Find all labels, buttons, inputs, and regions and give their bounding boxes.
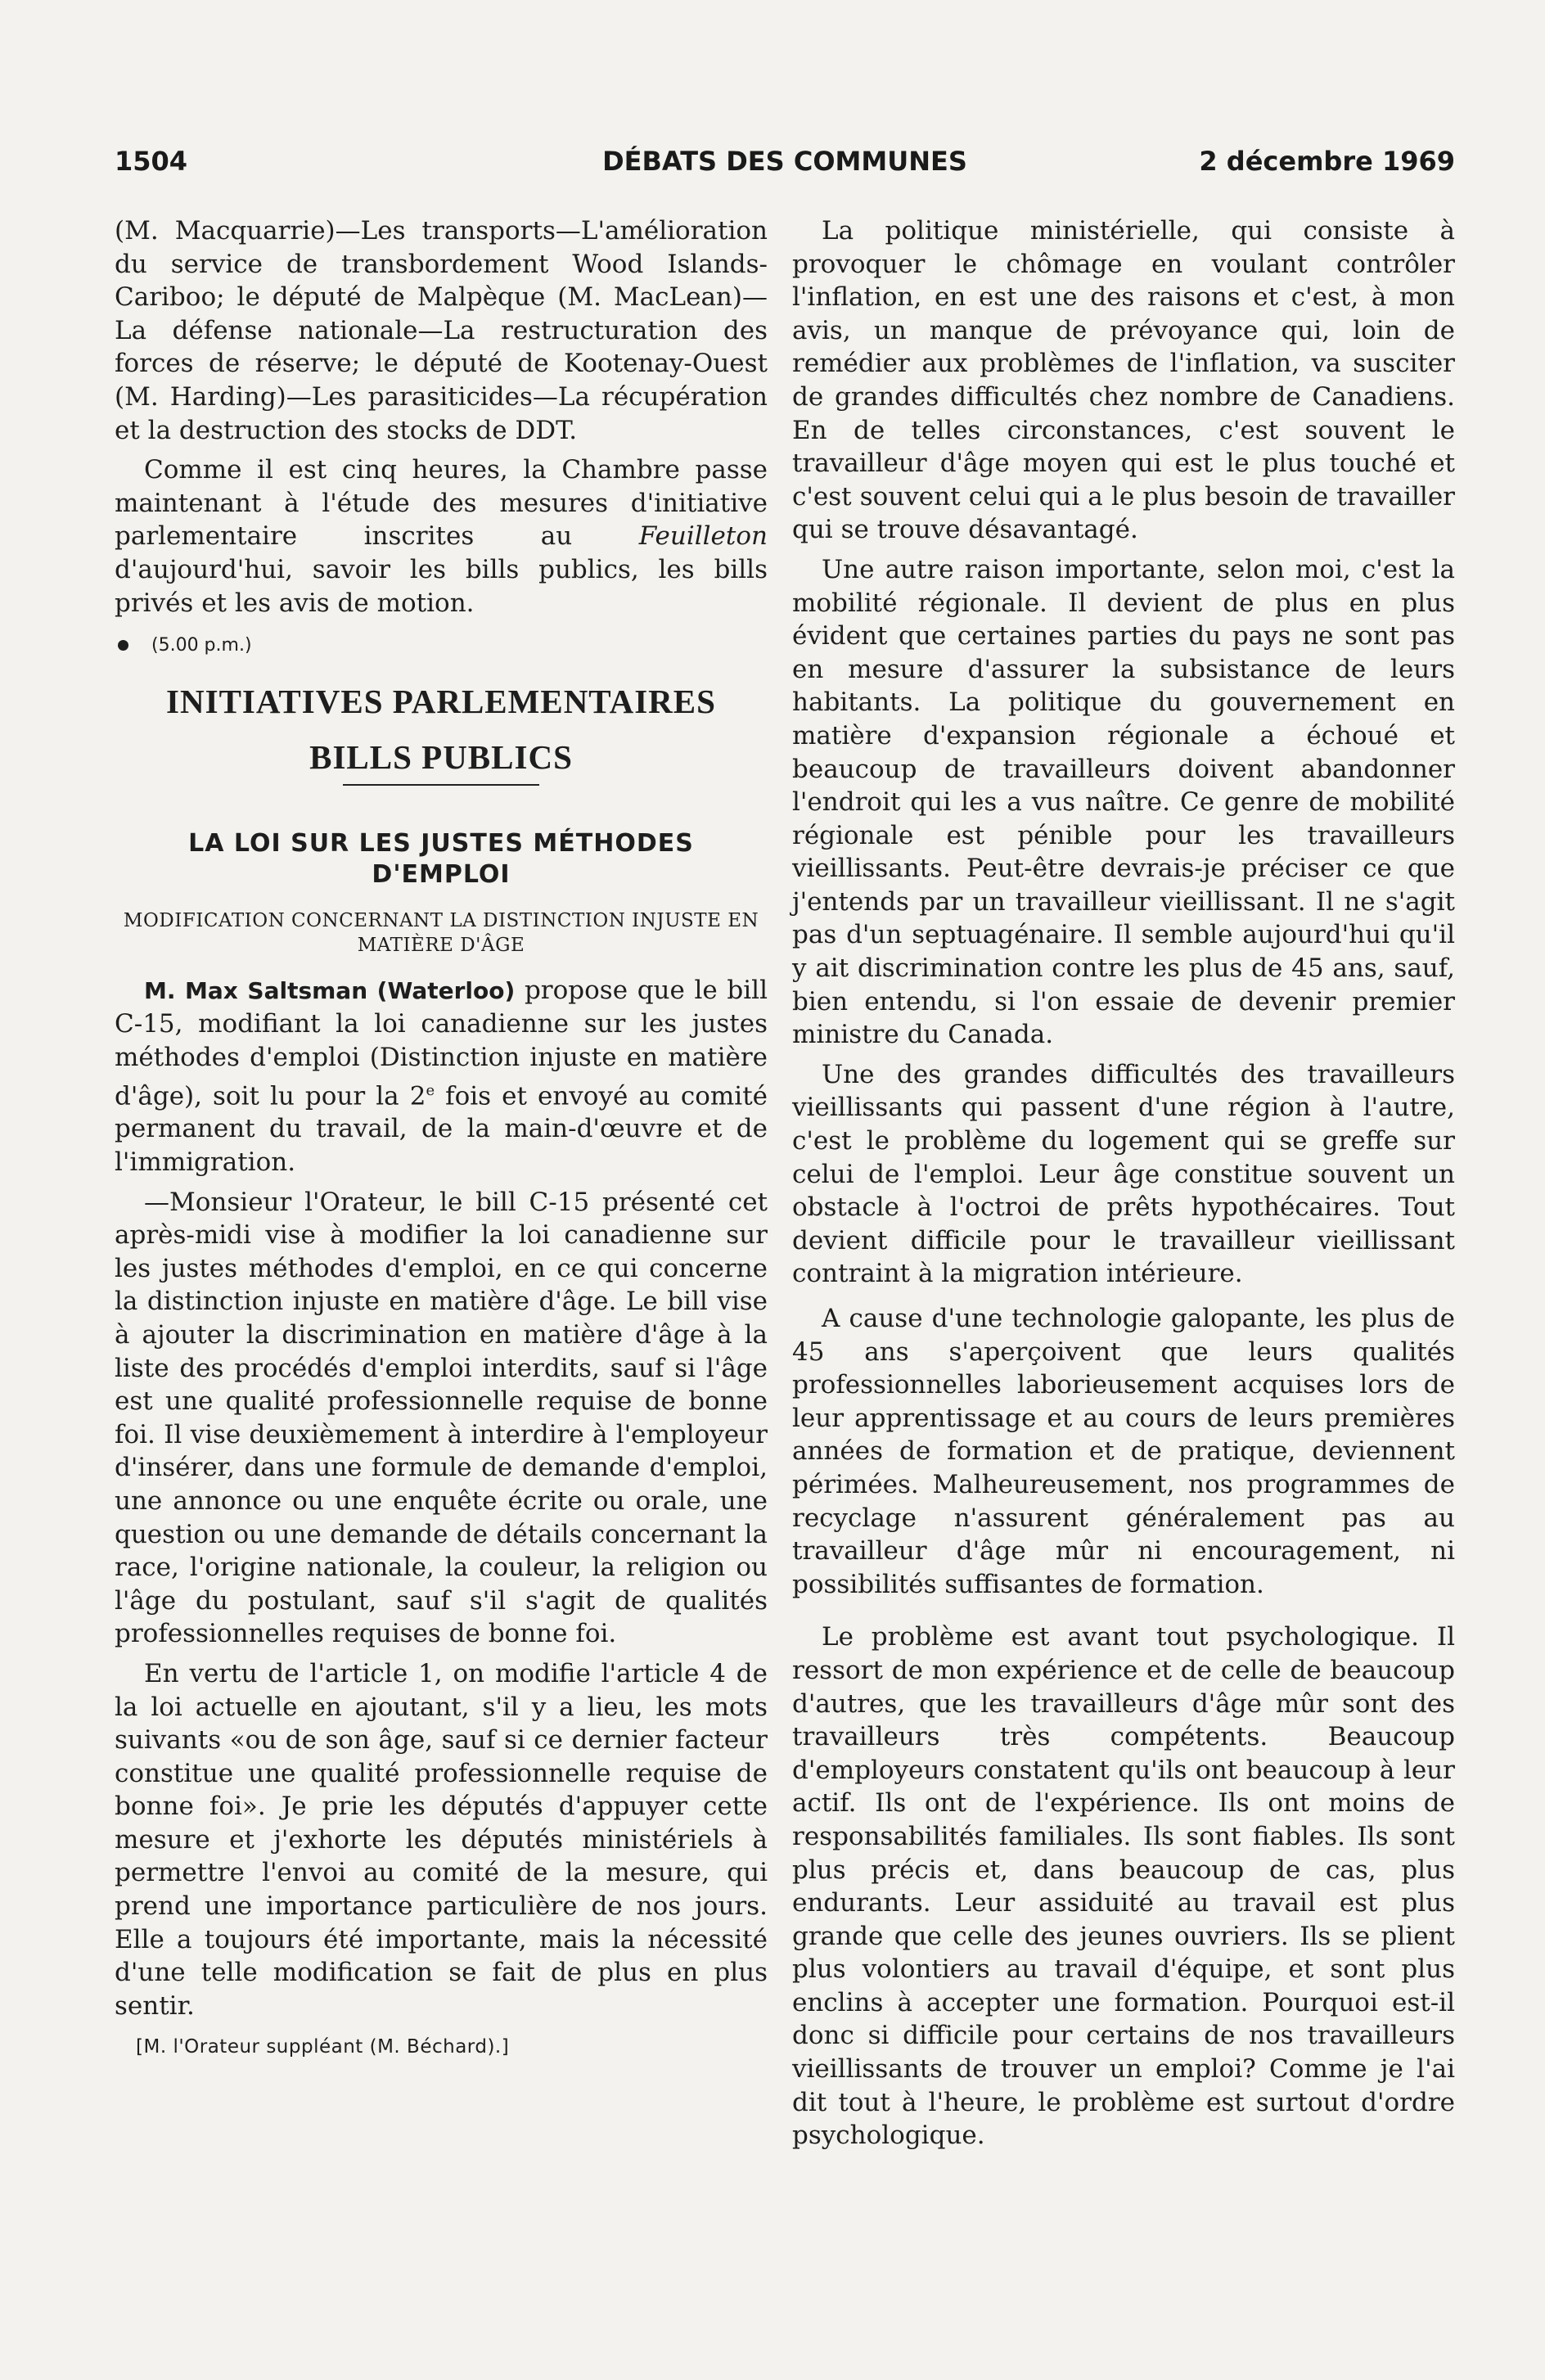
- bill-heading: LA LOI SUR LES JUSTES MÉTHODES D'EMPLOI: [188, 828, 694, 889]
- paragraph: —Monsieur l'Orateur, le bill C-15 présenté cet après-midi vise à modifier la loi canadienne sur les justes méthodes d'emploi, en ce qui concerne la distinction injuste en matière d'âge. Le bill vise à ajouter la discrimination en matière d'âge à la liste des procédés d'emploi interdits, sauf si l'âge est une qualité professionnelle requise de bonne foi. Il vise deuxièmement à interdire à l'employeur d'insérer, dans une formule de demande d'emploi, une annonce ou une enquête écrite ou orale, une question ou une demande de détails concernant la race, l'origine nationale, la couleur, la religion ou l'âge du postulant, sauf s'il s'agit de qualités professionnelles requises de bonne foi.: [115, 1187, 768, 1649]
- paragraph: La politique ministérielle, qui consiste à provoquer le chômage en voulant contrôler l'inflation, en est une des raisons et c'est, à mon avis, un manque de prévoyance qui, loin de remédier aux problèmes de l'inflation, va susciter de grandes difficultés chez nombre de Canadiens. En de telles circonstances, c'est souvent le travailleur d'âge moyen qui est le plus touché et c'est souvent celui qui a le plus besoin de travailler qui se trouve désavantagé.: [792, 216, 1455, 545]
- paragraph: Le problème est avant tout psychologique. Il ressort de mon expérience et de celle de beaucoup d'autres, que les travailleurs d'âge mûr sont des travailleurs très compétents. Beaucoup d'employeurs constatent qu'ils ont beaucoup à leur actif. Ils ont de l'expérience. Ils ont moins de responsabilités familiales. Ils sont fiables. Ils sont plus précis et, dans beaucoup de cas, plus endurants. Leur assiduité au travail est plus grande que celle des jeunes ouvriers. Ils se plient plus volontiers au travail d'équipe, et sont plus enclins à accepter une formation. Pourquoi est-il donc si difficile pour certains de nos travailleurs vieillissants de trouver un emploi? Comme je l'ai dit tout à l'heure, le problème est surtout d'ordre psychologique.: [792, 1622, 1455, 2151]
- paragraph-text: fois et envoyé au comité permanent du travail, de la main-d'œuvre et de l'immigration.: [115, 1080, 768, 1178]
- paragraph: (M. Macquarrie)—Les transports—L'amélioration du service de transbordement Wood Islands-Cariboo; le député de Malpèque (M. MacLean)—La défense nationale—La restructuration des forces de réserve; le député de Kootenay-Ouest (M. Harding)—Les parasiticides—La récupération et la destruction des stocks de DDT.: [115, 216, 768, 445]
- bullet-icon: [118, 640, 128, 651]
- speaker-name: M. Max Saltsman (Waterloo): [144, 976, 516, 1004]
- italic-term: Feuilleton: [638, 521, 768, 552]
- heading-rule: [343, 784, 539, 786]
- subsection-heading: BILLS PUBLICS: [309, 737, 573, 776]
- paragraph: Une autre raison importante, selon moi, c'est la mobilité régionale. Il devient de plus en plus évident que certaines parties du pays ne sont pas en mesure d'assurer la subsistance de leurs habitants. La politique du gouvernement en matière d'expansion régionale a échoué et beaucoup de travailleurs doivent abandonner l'endroit qui les a vus naître. Ce genre de mobilité régionale est pénible pour les travailleurs vieillissants. Peut-être devrais-je préciser ce que j'entends par un travailleur vieillissant. Il ne s'agit pas d'un septuagénaire. Il semble aujourd'hui qu'il y ait discrimination contre les plus de 45 ans, sauf, bien entendu, si l'on essaie de devenir premier ministre du Canada.: [792, 554, 1455, 1050]
- paragraph-text: d'aujourd'hui, savoir les bills publics, les bills privés et les avis de motion.: [115, 554, 768, 618]
- bill-subheading: MODIFICATION CONCERNANT LA DISTINCTION INJUSTE EN MATIÈRE D'ÂGE: [123, 909, 759, 956]
- page-date: 2 décembre 1969: [1199, 146, 1455, 177]
- superscript: e: [426, 1081, 435, 1099]
- time-stamp: [115, 629, 768, 663]
- paragraph: En vertu de l'article 1, on modifie l'article 4 de la loi actuelle en ajoutant, s'il y a lieu, les mots suivants «ou de son âge, sauf si ce dernier facteur constitue une qualité professionnelle requise de bonne foi». Je prie les députés d'appuyer cette mesure et j'exhorte les députés ministériels à permettre l'envoi au comité de la mesure, qui prend une importance particulière de nos jours. Elle a toujours été importante, mais la nécessité d'une telle modification se fait de plus en plus sentir.: [115, 1658, 768, 2021]
- paragraph-text: Comme il est cinq heures, la Chambre passe maintenant à l'étude des mesures d'initiative parlementaire inscrites au: [115, 455, 768, 552]
- paragraph-text: propose que le bill C-15, modifiant la loi canadienne sur les justes méthodes d'emploi (Distinction injuste en matière d'âge), soit lu pour la 2: [115, 975, 768, 1111]
- right-column: [792, 214, 1455, 2152]
- page-number: 1504: [115, 146, 188, 177]
- paragraph: [115, 453, 768, 620]
- page-header: [115, 146, 1455, 187]
- paragraph: A cause d'une technologie galopante, les plus de 45 ans s'aperçoivent que leurs qualités professionnelles laborieusement acquises lors de leur apprentissage et au cours de leurs premières années de formation et de pratique, deviennent périmées. Malheureusement, nos programmes de recyclage n'assurent généralement pas au travailleur d'âge mûr ni encouragement, ni possibilités suffisantes de formation.: [792, 1304, 1455, 1599]
- section-heading: INITIATIVES PARLEMENTAIRES: [166, 682, 716, 720]
- chair-note: [M. l'Orateur suppléant (M. Béchard).]: [136, 2036, 510, 2058]
- left-column: [115, 214, 768, 2064]
- paragraph: Une des grandes difficultés des travailleurs vieillissants qui passent d'une région à l'autre, c'est le problème du logement qui se greffe sur celui de l'emploi. Leur âge constitue souvent un obstacle à l'octroi de prêts hypothécaires. Tout devient difficile pour le travailleur vieillissant contraint à la migration intérieure.: [792, 1059, 1455, 1289]
- publication-title: DÉBATS DES COMMUNES: [602, 146, 967, 177]
- paragraph: [115, 974, 768, 1179]
- time-text: (5.00 p.m.): [151, 635, 252, 656]
